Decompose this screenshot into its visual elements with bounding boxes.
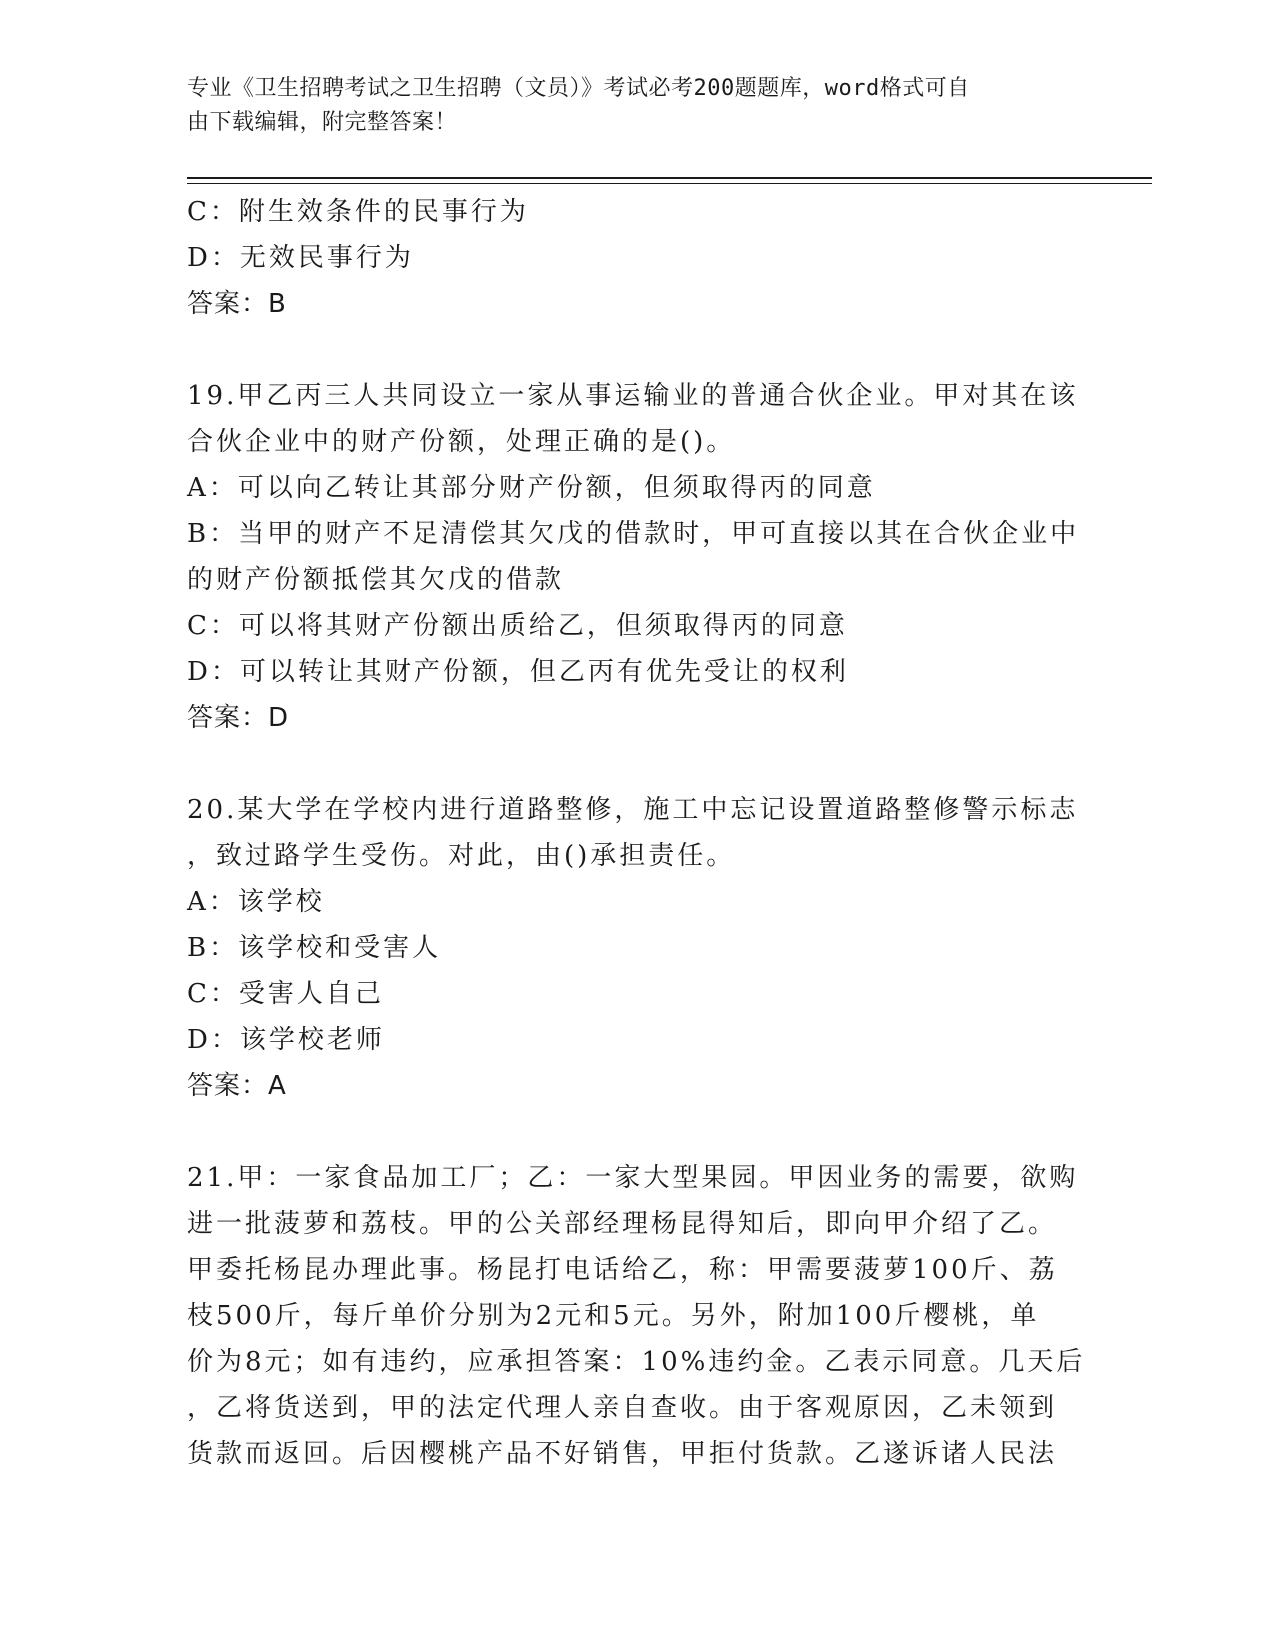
question-stem: 枝500斤，每斤单价分别为2元和5元。另外，附加100斤樱桃，单 — [187, 1301, 1040, 1331]
header-rule-thick — [187, 177, 1152, 179]
header-rule-thin — [187, 183, 1152, 184]
block-spacer — [187, 741, 1067, 787]
option-a: A：可以向乙转让其部分财产份额，但须取得丙的同意 — [187, 473, 876, 503]
block-spacer — [187, 1109, 1067, 1155]
question-stem: ，乙将货送到，甲的法定代理人亲自查收。由于客观原因，乙未领到 — [187, 1393, 1058, 1423]
document-body — [187, 189, 1086, 1477]
question-stem: 19.甲乙丙三人共同设立一家从事运输业的普通合伙企业。甲对其在该 — [187, 381, 1079, 411]
question-stem: 进一批菠萝和荔枝。甲的公关部经理杨昆得知后，即向甲介绍了乙。 — [187, 1209, 1058, 1239]
option-b: B：该学校和受害人 — [187, 933, 442, 963]
document-header — [187, 72, 1067, 140]
option-c: C：可以将其财产份额出质给乙，但须取得丙的同意 — [187, 611, 848, 641]
option-b-continued: 的财产份额抵偿其欠戊的借款 — [187, 565, 565, 595]
option-d: D：该学校老师 — [187, 1025, 385, 1055]
header-line-1: 专业《卫生招聘考试之卫生招聘（文员）》考试必考200题题库，word格式可自 — [187, 76, 970, 101]
answer-line: 答案：B — [187, 289, 287, 319]
option-b: B：当甲的财产不足清偿其欠戊的借款时，甲可直接以其在合伙企业中 — [187, 519, 1080, 549]
question-18-tail — [187, 189, 1067, 327]
question-20 — [187, 787, 1079, 1109]
answer-line: 答案：A — [187, 1071, 287, 1101]
question-stem: 甲委托杨昆办理此事。杨昆打电话给乙，称：甲需要菠萝100斤、荔 — [187, 1255, 1058, 1285]
option-d: D：可以转让其财产份额，但乙丙有优先受让的权利 — [187, 657, 849, 687]
header-line-2: 由下载编辑，附完整答案！ — [187, 110, 458, 135]
question-stem: 货款而返回。后因樱桃产品不好销售，甲拒付货款。乙遂诉诸人民法 — [187, 1439, 1058, 1469]
option-c: C：附生效条件的民事行为 — [187, 197, 529, 227]
question-stem: 合伙企业中的财产份额，处理正确的是()。 — [187, 427, 736, 457]
answer-line: 答案：D — [187, 703, 290, 733]
question-stem: ，致过路学生受伤。对此，由()承担责任。 — [187, 841, 736, 871]
option-d: D：无效民事行为 — [187, 243, 414, 273]
option-a: A：该学校 — [187, 887, 325, 917]
question-stem: 价为8元；如有违约，应承担答案：10%违约金。乙表示同意。几天后 — [187, 1347, 1086, 1377]
question-stem: 20.某大学在学校内进行道路整修，施工中忘记设置道路整修警示标志 — [187, 795, 1079, 825]
question-stem: 21.甲：一家食品加工厂；乙：一家大型果园。甲因业务的需要，欲购 — [187, 1163, 1079, 1193]
block-spacer — [187, 327, 1067, 373]
question-21 — [187, 1155, 1086, 1477]
question-19 — [187, 373, 1080, 741]
option-c: C：受害人自己 — [187, 979, 384, 1009]
